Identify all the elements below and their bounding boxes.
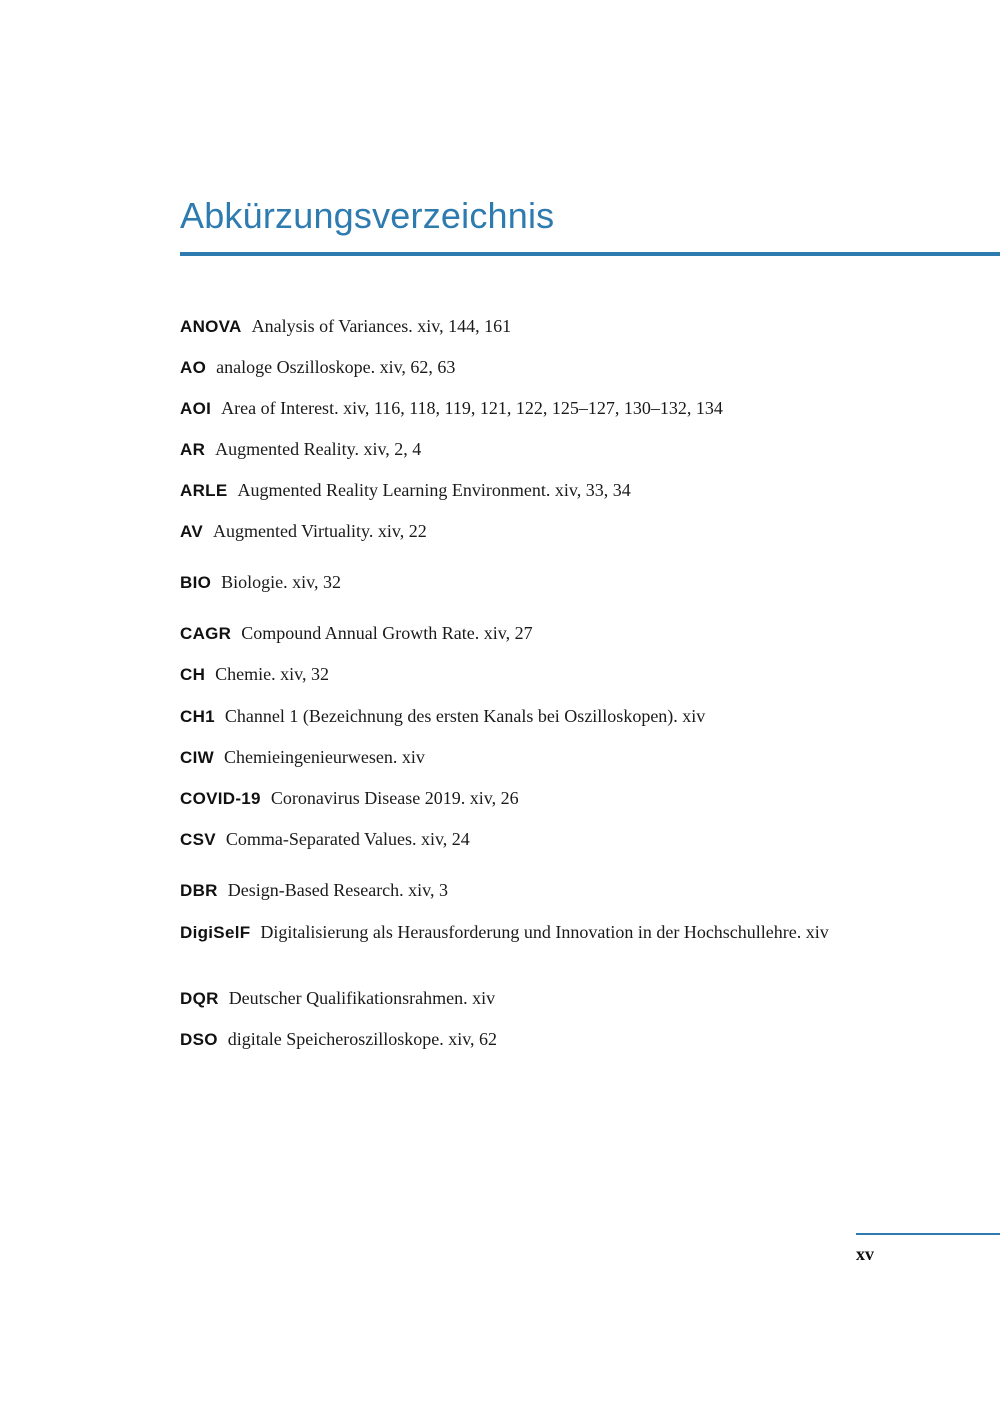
list-item <box>180 1027 880 1052</box>
title-rule <box>180 252 1000 256</box>
entry-description: Augmented Virtuality. xiv, 22 <box>212 521 427 541</box>
entry-description: Coronavirus Disease 2019. xiv, 26 <box>270 788 519 808</box>
entry-description: Digitalisierung als Herausforderung und Innovation in der Hochschullehre. xiv <box>260 922 829 942</box>
entry-abbreviation: DSO <box>180 1030 218 1049</box>
entry-abbreviation: CAGR <box>180 624 232 643</box>
list-item <box>180 519 880 544</box>
list-item <box>180 662 880 687</box>
entry-abbreviation: CIW <box>180 748 214 767</box>
list-item <box>180 478 880 503</box>
list-item <box>180 314 880 339</box>
entry-description: Augmented Reality. xiv, 2, 4 <box>215 439 422 459</box>
list-item <box>180 786 880 811</box>
entry-abbreviation: AOI <box>180 399 212 418</box>
list-item <box>180 827 880 852</box>
list-item <box>180 621 880 646</box>
entry-abbreviation: DigiSelF <box>180 923 251 942</box>
list-item <box>180 704 880 729</box>
entry-description: Comma-Separated Values. xiv, 24 <box>225 829 470 849</box>
entry-description: Analysis of Variances. xiv, 144, 161 <box>251 316 512 336</box>
entry-abbreviation: ARLE <box>180 481 228 500</box>
entry-description: Design-Based Research. xiv, 3 <box>227 880 449 900</box>
entry-description: Area of Interest. xiv, 116, 118, 119, 121, 122, 125–127, 130–132, 134 <box>221 398 723 418</box>
chapter-title: Abkürzungsverzeichnis <box>180 195 555 236</box>
list-item <box>180 396 880 421</box>
entry-description: Chemie. xiv, 32 <box>215 664 329 684</box>
list-item <box>180 437 880 462</box>
entry-description: digitale Speicheroszilloskope. xiv, 62 <box>227 1029 498 1049</box>
entry-abbreviation: AR <box>180 440 206 459</box>
entry-abbreviation: CH1 <box>180 707 215 726</box>
entry-abbreviation: DQR <box>180 989 219 1008</box>
entry-description: analoge Oszilloskope. xiv, 62, 63 <box>216 357 456 377</box>
list-item <box>180 986 880 1011</box>
entry-abbreviation: COVID-19 <box>180 789 261 808</box>
entry-abbreviation: ANOVA <box>180 317 242 336</box>
list-item <box>180 355 880 380</box>
entry-abbreviation: BIO <box>180 573 212 592</box>
list-item <box>180 745 880 770</box>
entry-abbreviation: AO <box>180 358 207 377</box>
entry-abbreviation: CH <box>180 665 206 684</box>
footer-rule <box>856 1233 1000 1235</box>
entry-description: Biologie. xiv, 32 <box>221 572 341 592</box>
list-item <box>180 878 880 903</box>
entry-abbreviation: AV <box>180 522 203 541</box>
entry-description: Augmented Reality Learning Environment. xiv, 33, 34 <box>237 480 631 500</box>
list-item <box>180 570 880 595</box>
list-item <box>180 920 880 945</box>
entry-description: Deutscher Qualifikationsrahmen. xiv <box>228 988 496 1008</box>
entry-abbreviation: CSV <box>180 830 216 849</box>
entry-description: Chemieingenieurwesen. xiv <box>223 747 425 767</box>
page-number: xv <box>856 1244 874 1264</box>
entry-abbreviation: DBR <box>180 881 218 900</box>
entry-description: Compound Annual Growth Rate. xiv, 27 <box>241 623 533 643</box>
entry-description: Channel 1 (Bezeichnung des ersten Kanals bei Oszilloskopen). xiv <box>224 706 706 726</box>
